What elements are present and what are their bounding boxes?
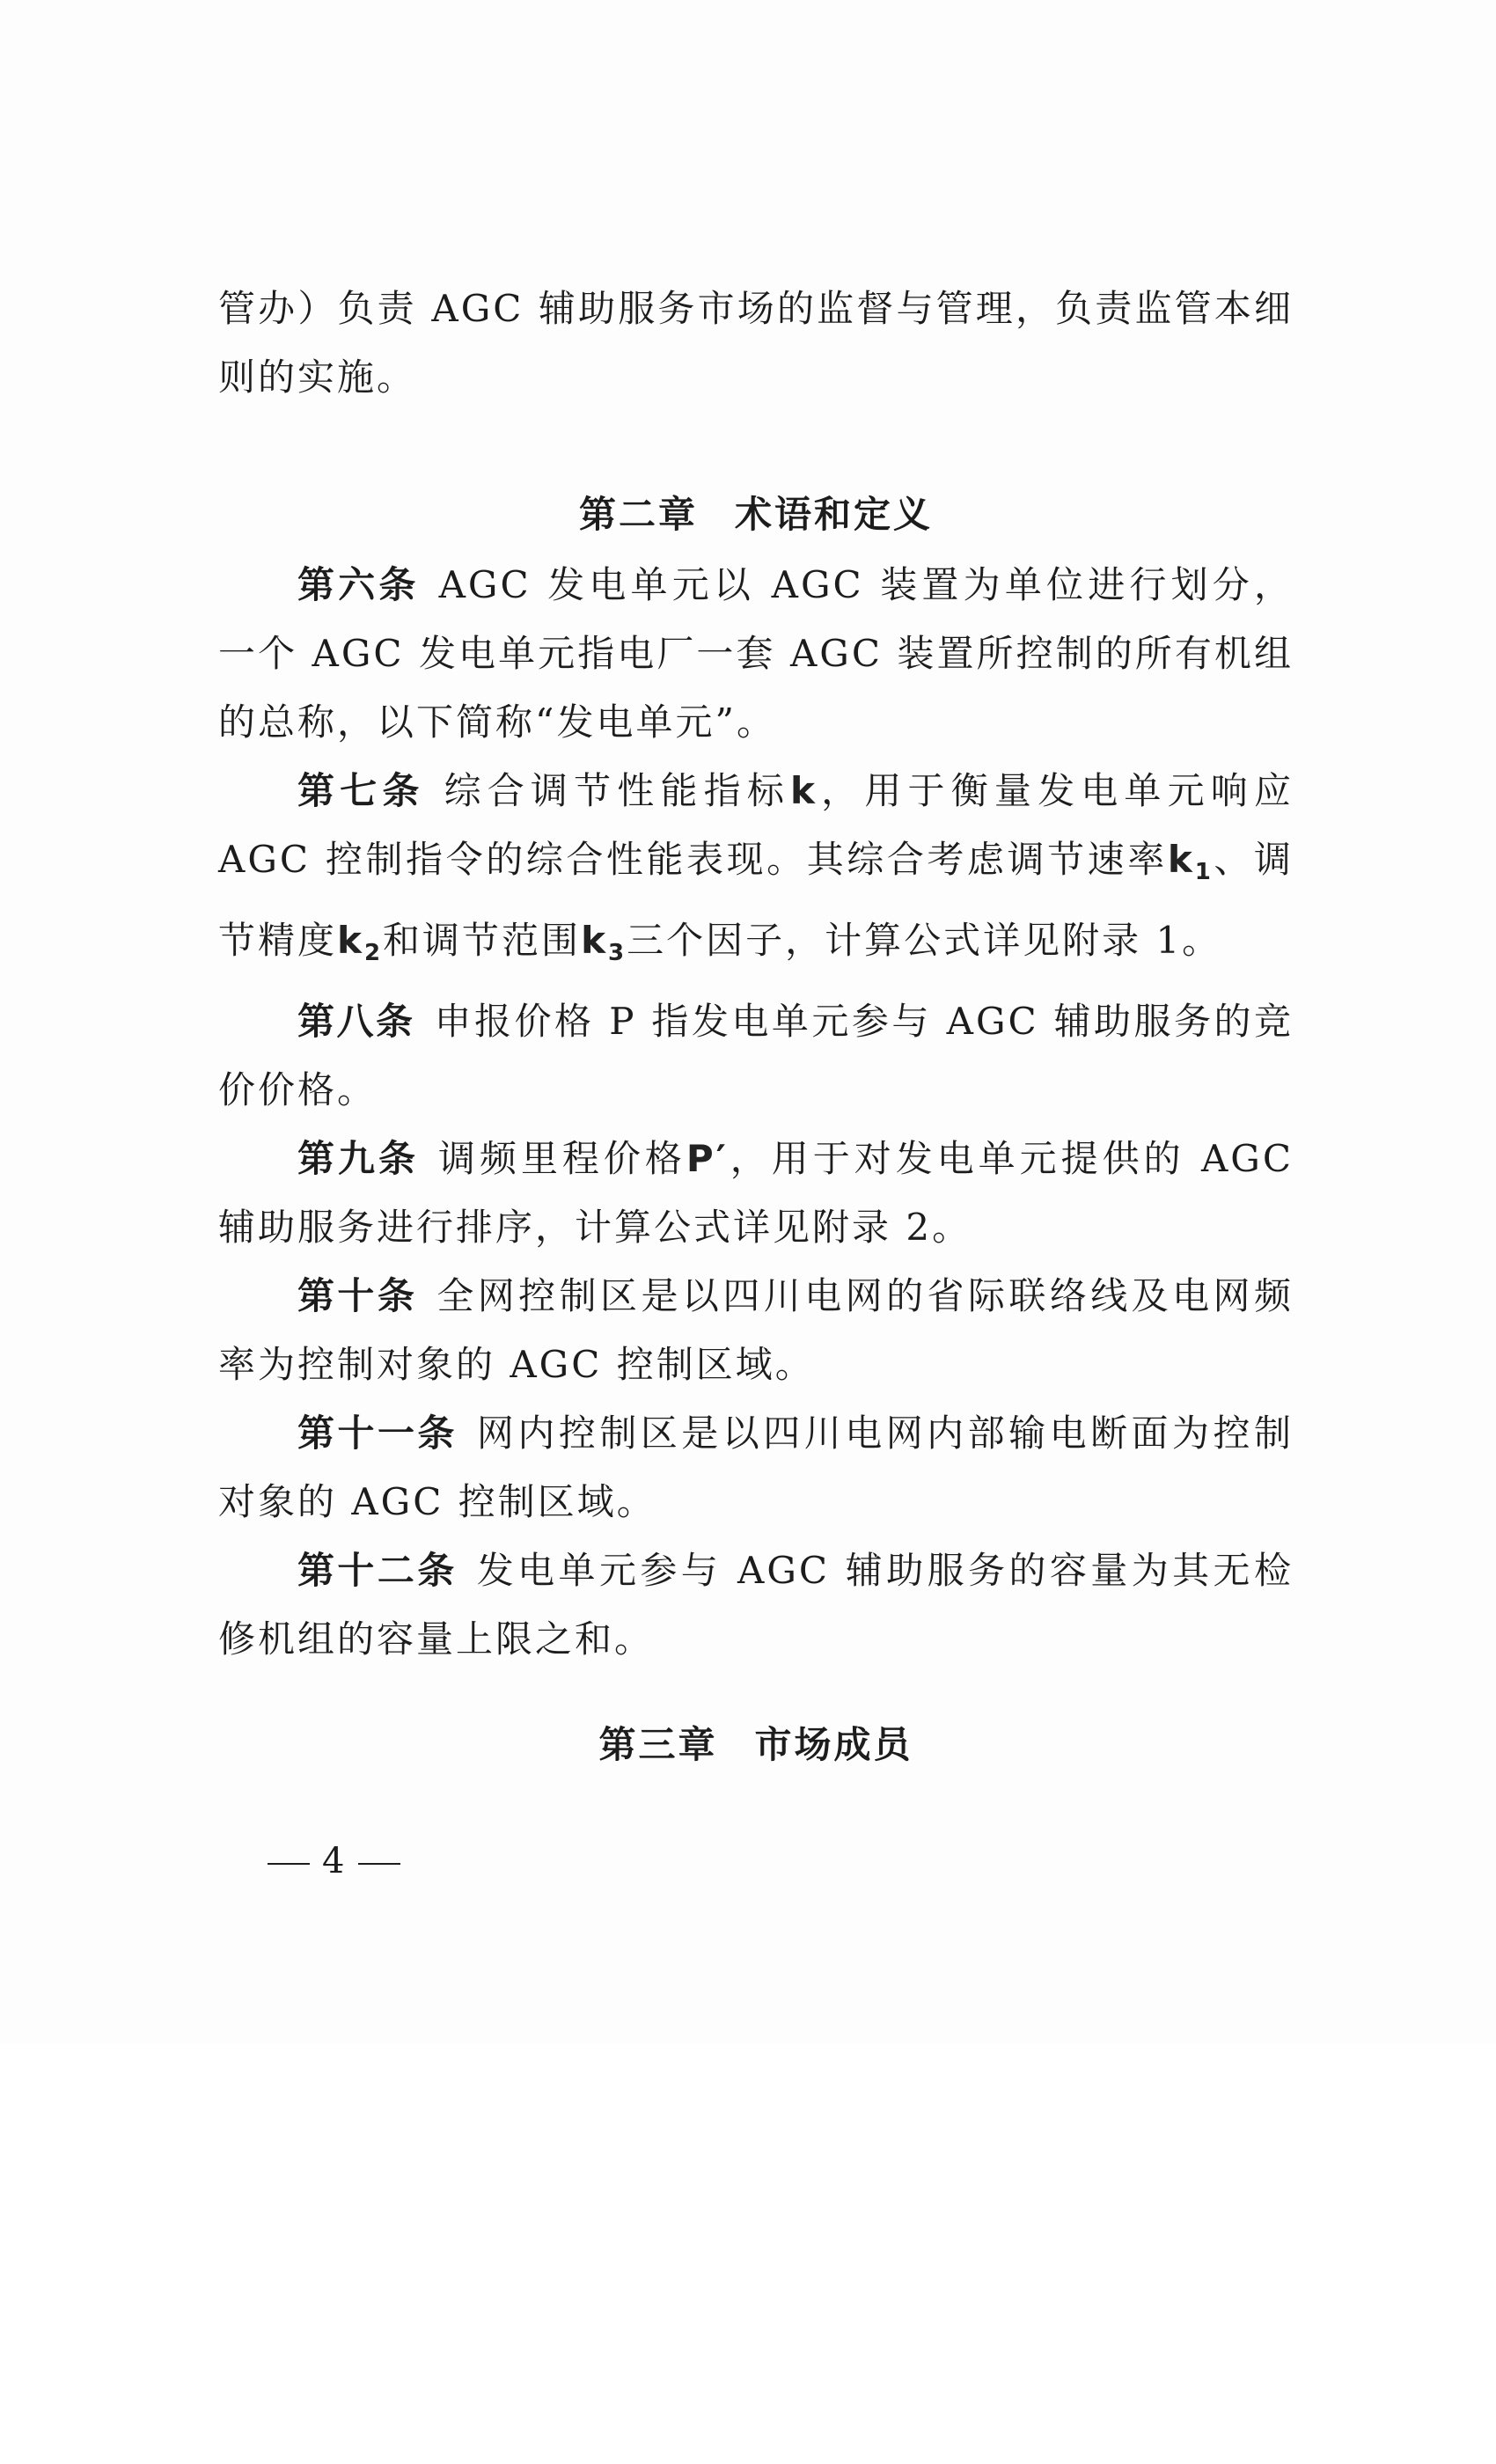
- page-number: [255, 1841, 413, 1881]
- article-text: ，用于衡量发电单元响应 AGC 控制指令的综合性能表现。其综合考虑调节速率: [218, 769, 1294, 881]
- symbol-k1: [1167, 838, 1214, 885]
- page-number-dash-left: [268, 1863, 310, 1865]
- article-text: 三个因子，计算公式详见附录 1。: [627, 919, 1222, 962]
- article-text: 综合调节性能指标: [444, 769, 791, 812]
- articles-block: [218, 551, 1294, 1674]
- chapter-heading-2: [218, 486, 1294, 539]
- article-text: 调频里程价格: [437, 1137, 686, 1180]
- symbol-base: k: [1167, 838, 1195, 881]
- article-6: [218, 551, 1294, 757]
- article-8: [218, 987, 1294, 1125]
- article-text: 全网控制区是以四川电网的省际联络线及电网频率为控制对象的 AGC 控制区域。: [218, 1274, 1294, 1386]
- article-10: [218, 1262, 1294, 1399]
- chapter-heading-3: [218, 1716, 1294, 1769]
- continuation-text: 管办）负责 AGC 辅助服务市场的监督与管理，负责监管本细则的实施。: [218, 287, 1294, 399]
- symbol-k3: [581, 919, 627, 966]
- article-label: 第七条: [297, 769, 425, 812]
- article-text: 、调节精度: [218, 838, 1294, 962]
- symbol-k: k: [790, 769, 818, 812]
- article-text: 发电单元参与 AGC 辅助服务的容量为其无检修机组的容量上限之和。: [218, 1549, 1294, 1661]
- article-7: [218, 757, 1294, 987]
- symbol-subscript: 1: [1194, 859, 1214, 885]
- article-text: AGC 发电单元以 AGC 装置为单位进行划分，一个 AGC 发电单元指电厂一套 AGC 装置所控制的所有机组的总称，以下简称“发电单元”。: [218, 563, 1294, 744]
- article-label: 第十一条: [297, 1412, 458, 1455]
- chapter-title: 市场成员: [754, 1723, 913, 1766]
- article-label: 第九条: [297, 1137, 419, 1180]
- article-11: [218, 1399, 1294, 1536]
- article-text: 和调节范围: [383, 919, 582, 962]
- article-text: ，用于对发电单元提供的 AGC 辅助服务进行排序，计算公式详见附录 2。: [218, 1137, 1294, 1249]
- continuation-paragraph: [218, 275, 1294, 412]
- article-label: 第十条: [297, 1274, 418, 1317]
- page-number-dash-right: [358, 1863, 400, 1865]
- symbol-base: k: [337, 919, 364, 962]
- chapter-number: 第三章: [598, 1723, 718, 1766]
- symbol-k2: [337, 919, 384, 966]
- symbol-p-prime: P′: [686, 1137, 729, 1180]
- article-label: 第八条: [297, 1000, 415, 1043]
- article-label: 第十二条: [297, 1549, 458, 1592]
- symbol-base: k: [581, 919, 608, 962]
- page-number-value: 4: [322, 1841, 347, 1881]
- article-12: [218, 1536, 1294, 1674]
- article-9: [218, 1125, 1294, 1262]
- article-text: 申报价格 P 指发电单元参与 AGC 辅助服务的竞价价格。: [218, 1000, 1294, 1111]
- article-label: 第六条: [297, 563, 420, 606]
- chapter-title: 术语和定义: [735, 493, 934, 536]
- article-text: 网内控制区是以四川电网内部输电断面为控制对象的 AGC 控制区域。: [218, 1412, 1294, 1523]
- chapter-number: 第二章: [578, 493, 698, 536]
- blank-area: [0, 2043, 1496, 2464]
- symbol-subscript: 3: [608, 940, 627, 966]
- symbol-subscript: 2: [363, 940, 384, 966]
